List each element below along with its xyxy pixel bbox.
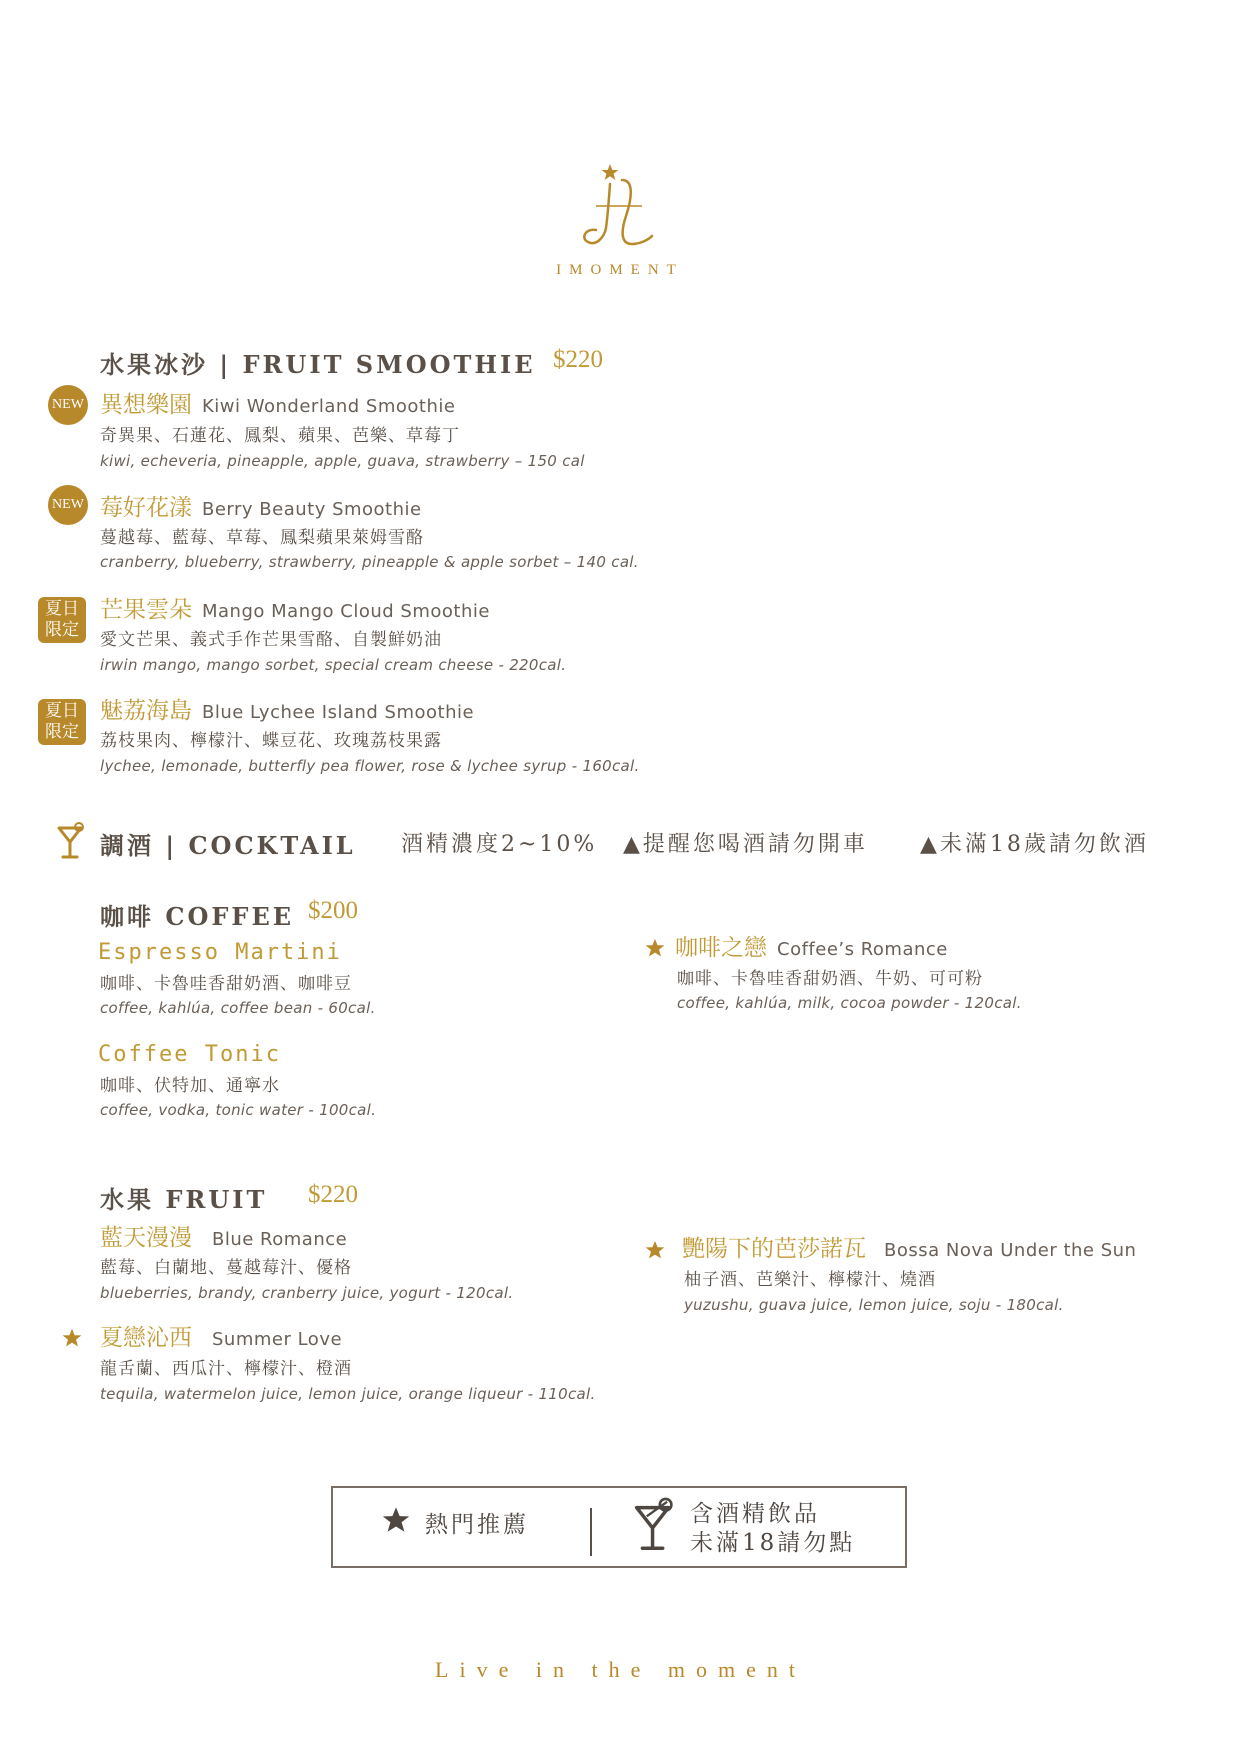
item-ingredients-en: kiwi, echeveria, pineapple, apple, guava, strawberry – 150 cal [100,452,585,470]
warning-age: ▲未滿18歲請勿飲酒 [920,832,1149,857]
smoothie-price: $220 [553,346,603,373]
section-title-smoothie: 水果冰沙 | FRUIT SMOOTHIE [100,350,536,379]
item-ingredients-en: coffee, kahlúa, milk, cocoa powder - 120cal. [677,994,1022,1012]
item-ingredients-en: coffee, vodka, tonic water - 100cal. [100,1101,377,1119]
legend-divider [590,1508,592,1556]
star-icon [645,1240,665,1260]
menu-item-espresso-martini: Espresso Martini [98,940,342,965]
brand-name: IMOMENT [556,262,684,278]
section-title-coffee: 咖啡 COFFEE [100,902,295,931]
item-ingredients: 奇異果、石蓮花、鳳梨、蘋果、芭樂、草莓丁 [100,426,460,446]
item-ingredients-en: coffee, kahlúa, coffee bean - 60cal. [100,999,376,1017]
menu-item-coffee-tonic: Coffee Tonic [98,1042,281,1067]
star-icon [645,938,665,958]
cocktail-icon [56,822,86,862]
star-icon [382,1506,410,1534]
item-name-en: Kiwi Wonderland Smoothie [202,396,456,417]
item-name-zh: 咖啡之戀 [675,935,767,961]
item-name-en: Blue Lychee Island Smoothie [202,702,475,723]
logo-letter-m [622,180,652,244]
coffee-price: $200 [308,897,358,924]
item-ingredients: 藍莓、白蘭地、蔓越莓汁、優格 [100,1258,352,1278]
item-name-zh: 夏戀沁西 [100,1325,192,1351]
new-badge: NEW [48,385,88,425]
item-ingredients: 咖啡、卡魯哇香甜奶酒、咖啡豆 [100,974,352,994]
item-ingredients: 蔓越莓、藍莓、草莓、鳳梨蘋果萊姆雪酪 [100,528,424,548]
menu-item-blue-romance [100,1223,347,1255]
item-name-en: Bossa Nova Under the Sun [884,1240,1137,1261]
menu-item-summer-love [100,1323,342,1355]
menu-item-coffee-romance [675,933,948,965]
item-ingredients-en: blueberries, brandy, cranberry juice, yogurt - 120cal. [100,1284,514,1302]
logo-letter-i [584,184,610,243]
menu-item-blue-lychee [100,696,474,728]
item-ingredients: 咖啡、卡魯哇香甜奶酒、牛奶、可可粉 [677,969,983,989]
item-name-zh: 芒果雲朵 [100,597,192,623]
item-ingredients-en: tequila, watermelon juice, lemon juice, orange liqueur - 110cal. [100,1385,596,1403]
item-ingredients: 龍舌蘭、西瓜汁、檸檬汁、橙酒 [100,1359,352,1379]
item-name-zh: 藍天漫漫 [100,1225,192,1251]
item-ingredients-en: lychee, lemonade, butterfly pea flower, rose & lychee syrup - 160cal. [100,757,640,775]
cocktail-icon [630,1496,678,1554]
item-name-en: Mango Mango Cloud Smoothie [202,601,490,622]
imoment-logo [570,158,670,258]
new-badge: NEW [48,485,88,525]
legend-alcohol-line1: 含酒精飲品 [690,1501,820,1527]
summer-limited-badge: 夏日 限定 [38,699,86,745]
warning-no-drive: ▲提醒您喝酒請勿開車 [623,832,868,857]
legend-popular: 熱門推薦 [425,1512,529,1538]
menu-item-berry-beauty [100,493,422,525]
item-name-en: Blue Romance [212,1229,348,1250]
fruit-price: $220 [308,1181,358,1208]
item-name-en: Coffee’s Romance [777,939,948,960]
menu-item-kiwi-wonderland [100,390,455,422]
star-icon [62,1328,82,1348]
item-name-zh: 異想樂園 [100,392,192,418]
item-ingredients-en: yuzushu, guava juice, lemon juice, soju - 180cal. [684,1296,1064,1314]
menu-item-bossa-nova [682,1234,1136,1266]
item-ingredients: 咖啡、伏特加、通寧水 [100,1076,280,1096]
section-title-cocktail: 調酒 | COCKTAIL [100,831,356,860]
item-name-en: Berry Beauty Smoothie [202,499,422,520]
item-name-zh: 艷陽下的芭莎諾瓦 [682,1236,866,1262]
item-name-en: Summer Love [212,1329,343,1350]
legend-alcohol-line2: 未滿18請勿點 [690,1530,856,1556]
item-name-zh: 莓好花漾 [100,495,192,521]
section-title-fruit: 水果 FRUIT [100,1185,268,1214]
menu-item-mango-cloud [100,595,490,627]
alcohol-level: 酒精濃度2~10% [401,832,598,857]
item-ingredients-en: irwin mango, mango sorbet, special cream cheese - 220cal. [100,656,567,674]
item-ingredients: 荔枝果肉、檸檬汁、蝶豆花、玫瑰荔枝果露 [100,731,442,751]
logo-star [602,164,619,180]
item-ingredients: 柚子酒、芭樂汁、檸檬汁、燒酒 [684,1270,936,1290]
summer-limited-badge: 夏日 限定 [38,597,86,643]
item-name-zh: 魅荔海島 [100,698,192,724]
item-ingredients: 愛文芒果、義式手作芒果雪酪、自製鮮奶油 [100,630,442,650]
tagline: Live in the moment [435,1657,806,1682]
item-ingredients-en: cranberry, blueberry, strawberry, pineapple & apple sorbet – 140 cal. [100,553,639,571]
